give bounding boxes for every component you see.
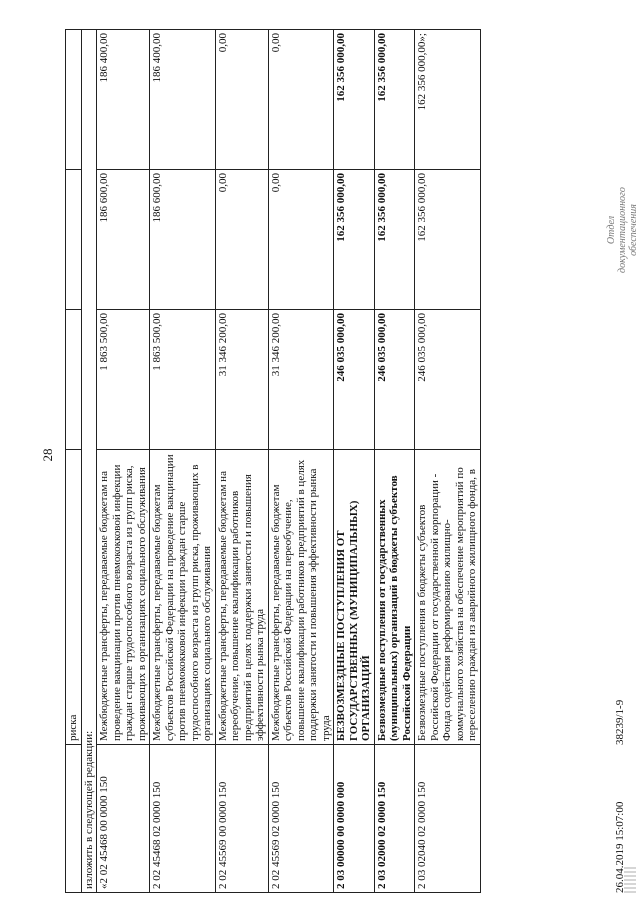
code-cell: 2 03 02000 02 0000 150	[374, 745, 415, 893]
table-row	[97, 30, 150, 893]
value-cell-3: 162 356 000,00	[374, 30, 415, 170]
table-cell	[66, 30, 82, 170]
value-cell-3: 186 400,00	[150, 30, 216, 170]
table-row	[415, 30, 481, 893]
table-cell-top: риска	[66, 450, 82, 745]
name-cell: Безвозмездные поступления в бюджеты субъектов Российской Федерации от государственной корпорации - Фонда содействия реформированию жилищно-коммунального хозяйства на обеспечение мероприятий по переселению граждан из аварийного жилищного фонда, в	[415, 450, 481, 745]
name-cell: Межбюджетные трансферты, передаваемые бюджетам субъектов Российской Федерации на проведение вакцинации против пневмококковой инфекции граждан старше трудоспособного возраста из групп риска, проживающих в организациях социального обслуживания	[150, 450, 216, 745]
page-number: 28	[40, 448, 55, 462]
value-cell-3: 162 356 000,00»;	[415, 30, 481, 170]
value-cell-1: 31 346 200,00	[215, 310, 268, 450]
table-row	[374, 30, 415, 893]
intro-text: изложить в следующей редакции:	[81, 30, 97, 893]
code-cell: 2 02 45569 00 0000 150	[215, 745, 268, 893]
table-row-top	[66, 30, 82, 893]
name-cell: БЕЗВОЗМЕЗДНЫЕ ПОСТУПЛЕНИЯ ОТ ГОСУДАРСТВЕННЫХ (МУНИЦИПАЛЬНЫХ) ОРГАНИЗАЦИЙ	[334, 450, 375, 745]
stamp-line: обеспечения	[628, 204, 639, 256]
value-cell-3: 186 400,00	[97, 30, 150, 170]
table-cell	[66, 745, 82, 893]
table-row	[268, 30, 334, 893]
value-cell-1: 31 346 200,00	[268, 310, 334, 450]
department-stamp	[606, 175, 639, 285]
value-cell-1: 1 863 500,00	[150, 310, 216, 450]
value-cell-1: 1 863 500,00	[97, 310, 150, 450]
value-cell-2: 162 356 000,00	[374, 170, 415, 310]
stamp-line: Отдел документационного	[606, 187, 628, 273]
table-row	[334, 30, 375, 893]
table-body	[97, 30, 481, 893]
value-cell-1: 246 035 000,00	[374, 310, 415, 450]
value-cell-2: 186 600,00	[150, 170, 216, 310]
value-cell-2: 162 356 000,00	[334, 170, 375, 310]
value-cell-3: 0,00	[215, 30, 268, 170]
code-cell: 2 03 02040 02 0000 150	[415, 745, 481, 893]
code-cell: 2 02 45468 02 0000 150	[150, 745, 216, 893]
footer-datetime: 26.04.2019 15:07:00	[614, 801, 626, 893]
name-cell: Безвозмездные поступления от государственных (муниципальных) организаций в бюджеты субъектов Российской Федерации	[374, 450, 415, 745]
table-cell	[66, 310, 82, 450]
code-cell: «2 02 45468 00 0000 150	[97, 745, 150, 893]
footer-code: 38239/1-9	[614, 699, 626, 745]
code-cell: 2 02 45569 02 0000 150	[268, 745, 334, 893]
value-cell-2: 186 600,00	[97, 170, 150, 310]
value-cell-2: 162 356 000,00	[415, 170, 481, 310]
code-cell: 2 03 00000 00 0000 000	[334, 745, 375, 893]
value-cell-2: 0,00	[215, 170, 268, 310]
value-cell-3: 0,00	[268, 30, 334, 170]
table-row-intro	[81, 30, 97, 893]
name-cell: Межбюджетные трансферты, передаваемые бюджетам на проведение вакцинации против пневмококковой инфекции граждан старше трудоспособного возраста из групп риска, проживающих в организациях социального обслуживания	[97, 450, 150, 745]
name-cell: Межбюджетные трансферты, передаваемые бюджетам субъектов Российской Федерации на переобучение, повышение квалификации работников предприятий в целях поддержки занятости и повышения эффективности рынка труда	[268, 450, 334, 745]
budget-table	[65, 29, 481, 893]
value-cell-2: 0,00	[268, 170, 334, 310]
name-cell: Межбюджетные трансферты, передаваемые бюджетам на переобучение, повышение квалификации работников предприятий в целях поддержки занятости и повышения эффективности рынка труда	[215, 450, 268, 745]
table-row	[215, 30, 268, 893]
value-cell-1: 246 035 000,00	[415, 310, 481, 450]
table-row	[150, 30, 216, 893]
table-cell	[66, 170, 82, 310]
value-cell-1: 246 035 000,00	[334, 310, 375, 450]
value-cell-3: 162 356 000,00	[334, 30, 375, 170]
